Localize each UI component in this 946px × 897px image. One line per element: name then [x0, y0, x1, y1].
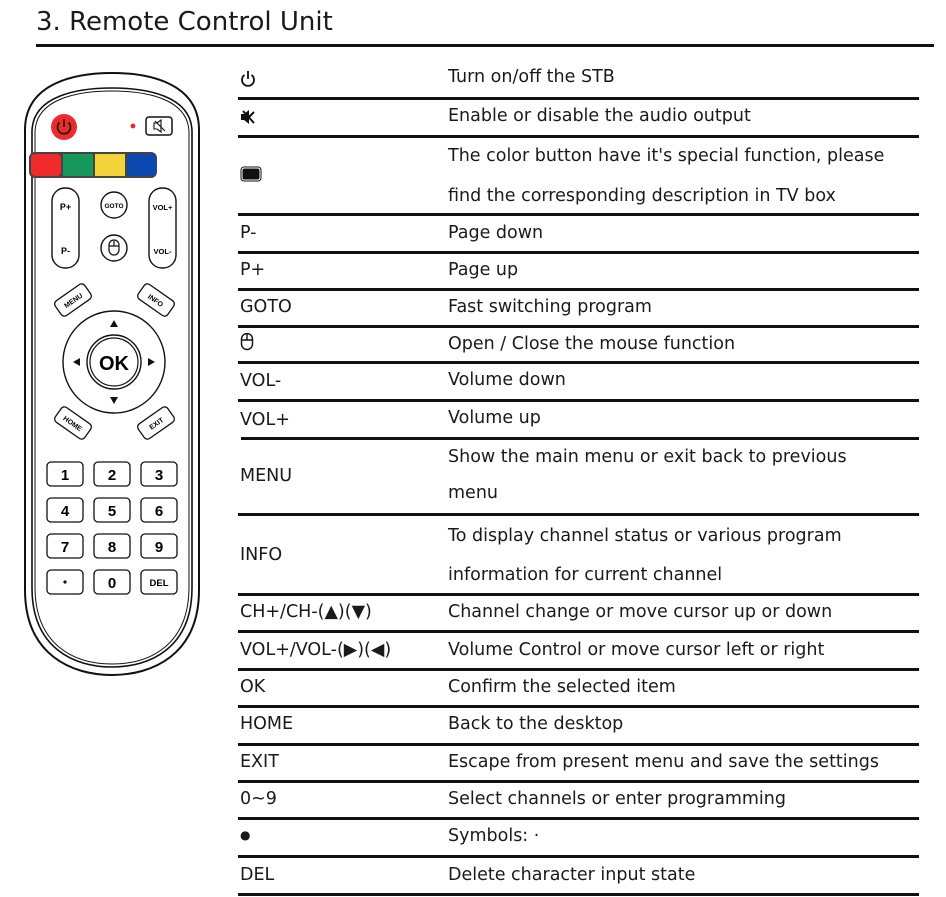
row-key: EXIT [240, 752, 279, 772]
svg-text:MENU: MENU [63, 292, 85, 311]
table-row-del [238, 858, 919, 896]
table-row-menu [238, 440, 919, 516]
mouse-icon [240, 333, 254, 356]
row-description: Open / Close the mouse function [448, 334, 736, 354]
svg-text:EXIT: EXIT [148, 416, 166, 432]
row-description-line-1: The color button have it's special function, please [448, 146, 885, 166]
table-row-mute [238, 100, 919, 138]
row-description: Channel change or move cursor up or down [448, 602, 833, 622]
row-description-line-2: information for current channel [448, 565, 723, 585]
svg-text:P+: P+ [59, 202, 72, 212]
row-key: P+ [240, 260, 266, 280]
remote-illustration [22, 70, 202, 680]
svg-text:VOL+: VOL+ [152, 203, 173, 212]
color-button-icon [240, 166, 262, 187]
row-description: Symbols: · [448, 826, 540, 846]
remote-mute-button [146, 117, 172, 135]
table-row-goto [238, 291, 919, 328]
title-divider [36, 44, 934, 47]
svg-text:8: 8 [107, 539, 117, 556]
row-description-line-2: find the corresponding description in TV box [448, 186, 836, 206]
row-key: VOL+ [240, 410, 290, 430]
row-key: OK [240, 677, 266, 697]
row-description: Back to the desktop [448, 714, 624, 734]
table-row-mouse [238, 328, 919, 364]
row-description: Volume down [448, 370, 566, 390]
svg-text:P-: P- [61, 246, 70, 256]
remote-volume-rocker [149, 188, 176, 268]
remote-power-button [51, 114, 77, 140]
row-key: INFO [240, 545, 283, 565]
svg-text:0: 0 [107, 575, 117, 592]
mute-icon [240, 109, 256, 130]
row-key: ● [240, 828, 251, 842]
table-row-digits [238, 783, 919, 820]
row-key: P- [240, 223, 257, 243]
row-key: HOME [240, 714, 294, 734]
svg-text:GOTO: GOTO [104, 203, 124, 210]
row-key: CH+/CH-(▲)(▼) [240, 602, 372, 622]
table-row-p-minus [238, 216, 919, 254]
row-key: VOL- [240, 371, 282, 391]
svg-text:2: 2 [107, 467, 117, 484]
row-description-line-2: menu [448, 483, 498, 503]
table-row-p-plus [238, 254, 919, 291]
remote-goto-button [101, 192, 127, 218]
row-key: VOL+/VOL-(▶)(◀) [240, 640, 392, 660]
row-description: Page up [448, 260, 519, 280]
table-row-exit [238, 746, 919, 783]
svg-text:6: 6 [154, 503, 164, 520]
table-row-dot [238, 820, 919, 858]
row-description: Select channels or enter programming [448, 789, 786, 809]
table-row-vol-minus [238, 364, 919, 402]
row-key: DEL [240, 865, 275, 885]
row-key: GOTO [240, 297, 292, 317]
remote-dpad [63, 311, 165, 413]
svg-text:9: 9 [154, 539, 164, 556]
row-description: Confirm the selected item [448, 677, 676, 697]
row-description: Volume up [448, 408, 541, 428]
table-row-volume-arrows [238, 633, 919, 671]
table-row-power [238, 60, 919, 100]
table-row-color-buttons [238, 138, 919, 216]
power-icon [240, 69, 256, 92]
table-row-info [238, 516, 919, 596]
table-row-ok [238, 671, 919, 708]
remote-color-keys [29, 152, 157, 178]
svg-text:HOME: HOME [61, 415, 83, 434]
svg-text:3: 3 [154, 467, 164, 484]
remote-mouse-button [101, 235, 127, 261]
section-title: 3. Remote Control Unit [36, 7, 333, 37]
table-row-home [238, 708, 919, 746]
svg-text:INFO: INFO [146, 293, 165, 309]
row-key: 0~9 [240, 789, 277, 809]
svg-text:DEL: DEL [149, 578, 169, 589]
svg-text:1: 1 [60, 467, 70, 484]
svg-text:5: 5 [107, 503, 117, 520]
svg-text:4: 4 [60, 503, 70, 520]
row-description-line-1: Show the main menu or exit back to previous [448, 447, 847, 467]
row-description: Enable or disable the audio output [448, 106, 751, 126]
svg-text:VOL-: VOL- [153, 247, 172, 256]
svg-text:7: 7 [60, 539, 70, 556]
remote-page-rocker [52, 188, 79, 268]
row-description: Escape from present menu and save the settings [448, 752, 879, 772]
table-row-vol-plus [241, 402, 919, 440]
row-description-line-1: To display channel status or various program [448, 526, 842, 546]
table-row-channel [238, 596, 919, 633]
row-description: Turn on/off the STB [448, 67, 615, 87]
svg-text:OK: OK [99, 353, 129, 375]
row-description: Page down [448, 223, 544, 243]
row-description: Delete character input state [448, 865, 696, 885]
row-key: MENU [240, 466, 293, 486]
row-description: Volume Control or move cursor left or right [448, 640, 825, 660]
row-description: Fast switching program [448, 297, 652, 317]
